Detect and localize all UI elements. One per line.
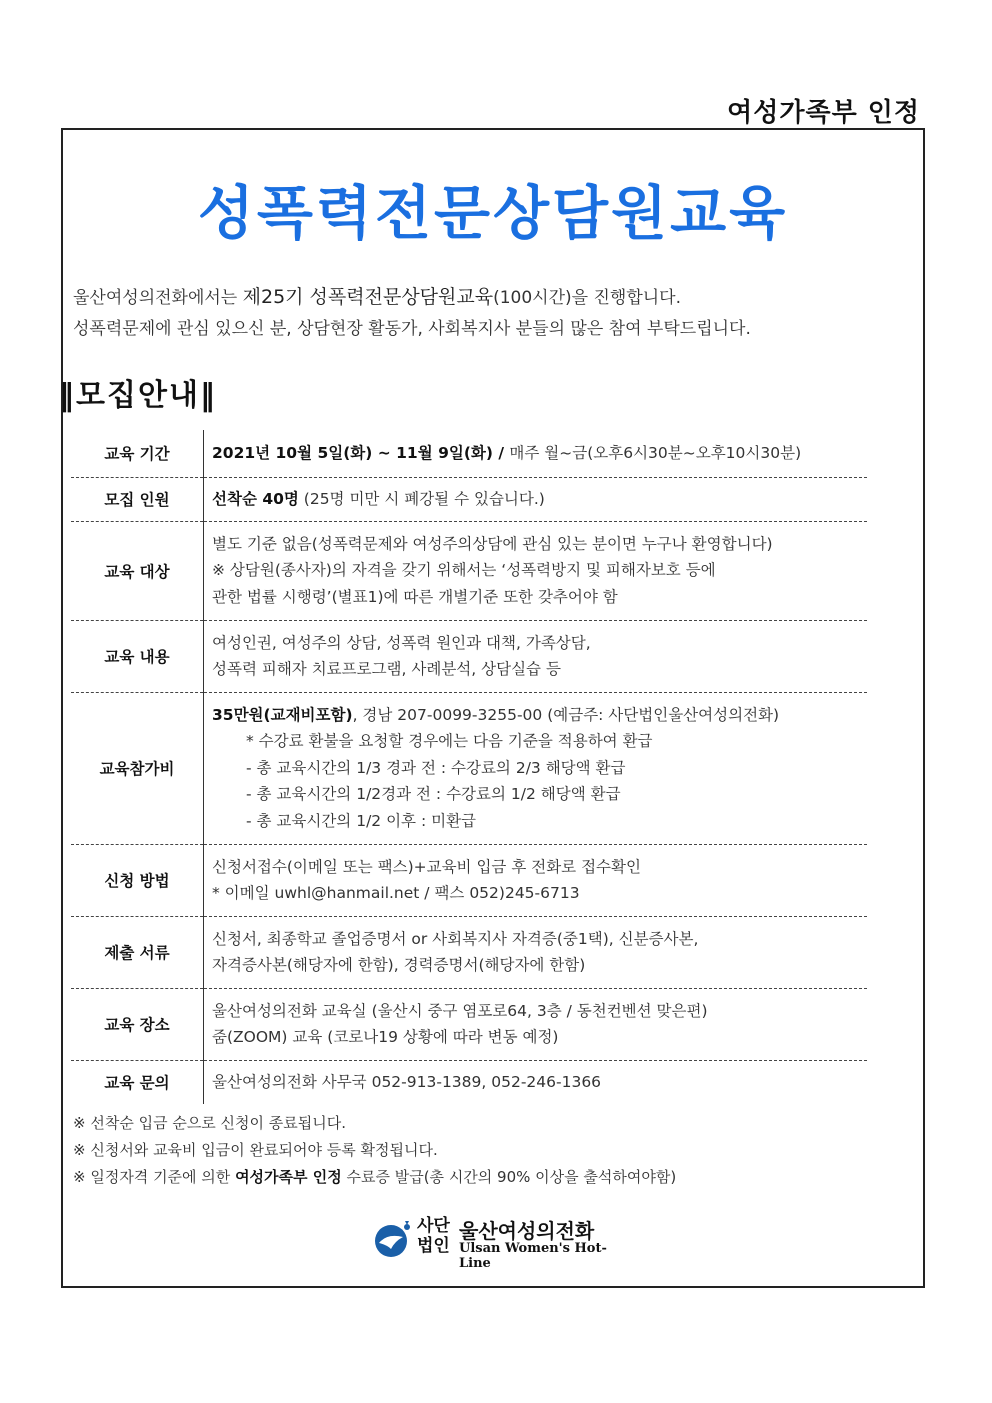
table-row [71, 521, 867, 620]
info-table [71, 430, 867, 1104]
contact-email[interactable]: * 이메일 uwhl@hanmail.net / 팩스 052)245-6713 [212, 884, 580, 902]
note-1: ※ 선착순 입금 순으로 신청이 종료됩니다. [73, 1114, 347, 1132]
row-value: 신청서, 최종학교 졸업증명서 or 사회복지사 자격증(중1택), 신분증사본, 자격증사본(해당자에 한함), 경력증명서(해당자에 한함) [204, 916, 868, 988]
table-row [71, 477, 867, 521]
page-title: 성폭력전문상담원교육 [197, 179, 789, 247]
table-row [71, 988, 867, 1060]
organization-logo: 사단 법인 울산여성의전화 Ulsan Women's Hot-Line [373, 1215, 623, 1265]
row-label: 교육 대상 [71, 521, 204, 620]
document-frame [61, 128, 925, 1288]
intro-text [73, 282, 751, 345]
note-3: ※ 일정자격 기준에 의한 여성가족부 인정 수료증 발급(총 시간의 90% 이상을 출석하여야함) [73, 1168, 677, 1186]
row-value: 선착순 40명 (25명 미만 시 폐강될 수 있습니다.) [204, 477, 868, 521]
table-row [71, 916, 867, 988]
row-value: 별도 기준 없음(성폭력문제와 여성주의상담에 관심 있는 분이면 누구나 환영합니다) ※ 상담원(종사자)의 자격을 갖기 위해서는 ‘성폭력방지 및 피해자보호 등에 관한 법률 시행령’(별표1)에 따른 개별기준 또한 갖추어야 함 [204, 521, 868, 620]
table-row [71, 844, 867, 916]
row-label: 신청 방법 [71, 844, 204, 916]
row-value: 35만원(교재비포함), 경남 207-0099-3255-00 (예금주: 사단법인울산여성의전화) * 수강료 환불을 요청할 경우에는 다음 기준을 적용하여 환급 - 총 교육시간의 1/3 경과 전 : 수강료의 2/3 해당액 환급 - 총 교육시간의 1/2경과 전 : 수강료의 1/2 해당액 환급 - 총 교육시간의 1/2 이후 : 미환급 [204, 692, 868, 844]
row-label: 모집 인원 [71, 477, 204, 521]
note-2: ※ 신청서와 교육비 입금이 완료되어야 등록 확정됩니다. [73, 1141, 438, 1159]
intro-line-1: 울산여성의전화에서는 제25기 성폭력전문상담원교육(100시간)을 진행합니다. [73, 286, 681, 308]
program-name: 제25기 성폭력전문상담원교육 [242, 286, 494, 308]
table-row [71, 430, 867, 477]
certification-label: 여성가족부 인정 [727, 98, 920, 128]
row-value: 2021년 10월 5일(화) ~ 11월 9일(화) / 매주 월~금(오후6시30분~오후10시30분) [204, 430, 868, 477]
logo-english: Ulsan Women's Hot-Line [459, 1241, 607, 1271]
row-value: 여성인권, 여성주의 상담, 성폭력 원인과 대책, 가족상담, 성폭력 피해자 치료프로그램, 사례분석, 상담실습 등 [204, 620, 868, 692]
logo-name: 울산여성의전화 [459, 1219, 595, 1243]
section-title: ‖모집안내‖ [59, 378, 217, 413]
row-label: 제출 서류 [71, 916, 204, 988]
table-row [71, 692, 867, 844]
table-row [71, 1060, 867, 1104]
logo-icon [373, 1219, 413, 1259]
row-label: 교육 내용 [71, 620, 204, 692]
row-label: 교육 문의 [71, 1060, 204, 1104]
row-value: 울산여성의전화 교육실 (울산시 중구 염포로64, 3층 / 동천컨벤션 맞은편) 줌(ZOOM) 교육 (코로나19 상황에 따라 변동 예정) [204, 988, 868, 1060]
row-label: 교육참가비 [71, 692, 204, 844]
row-label: 교육 기간 [71, 430, 204, 477]
notes [73, 1110, 676, 1191]
table-row [71, 620, 867, 692]
intro-line-2: 성폭력문제에 관심 있으신 분, 상담현장 활동가, 사회복지사 분들의 많은 참여 부탁드립니다. [73, 319, 751, 339]
row-value: 울산여성의전화 사무국 052-913-1389, 052-246-1366 [212, 1073, 602, 1091]
row-value: 신청서접수(이메일 또는 팩스)+교육비 입금 후 전화로 접수확인 * 이메일 uwhl@hanmail.net / 팩스 052)245-6713 [204, 844, 868, 916]
row-label: 교육 장소 [71, 988, 204, 1060]
